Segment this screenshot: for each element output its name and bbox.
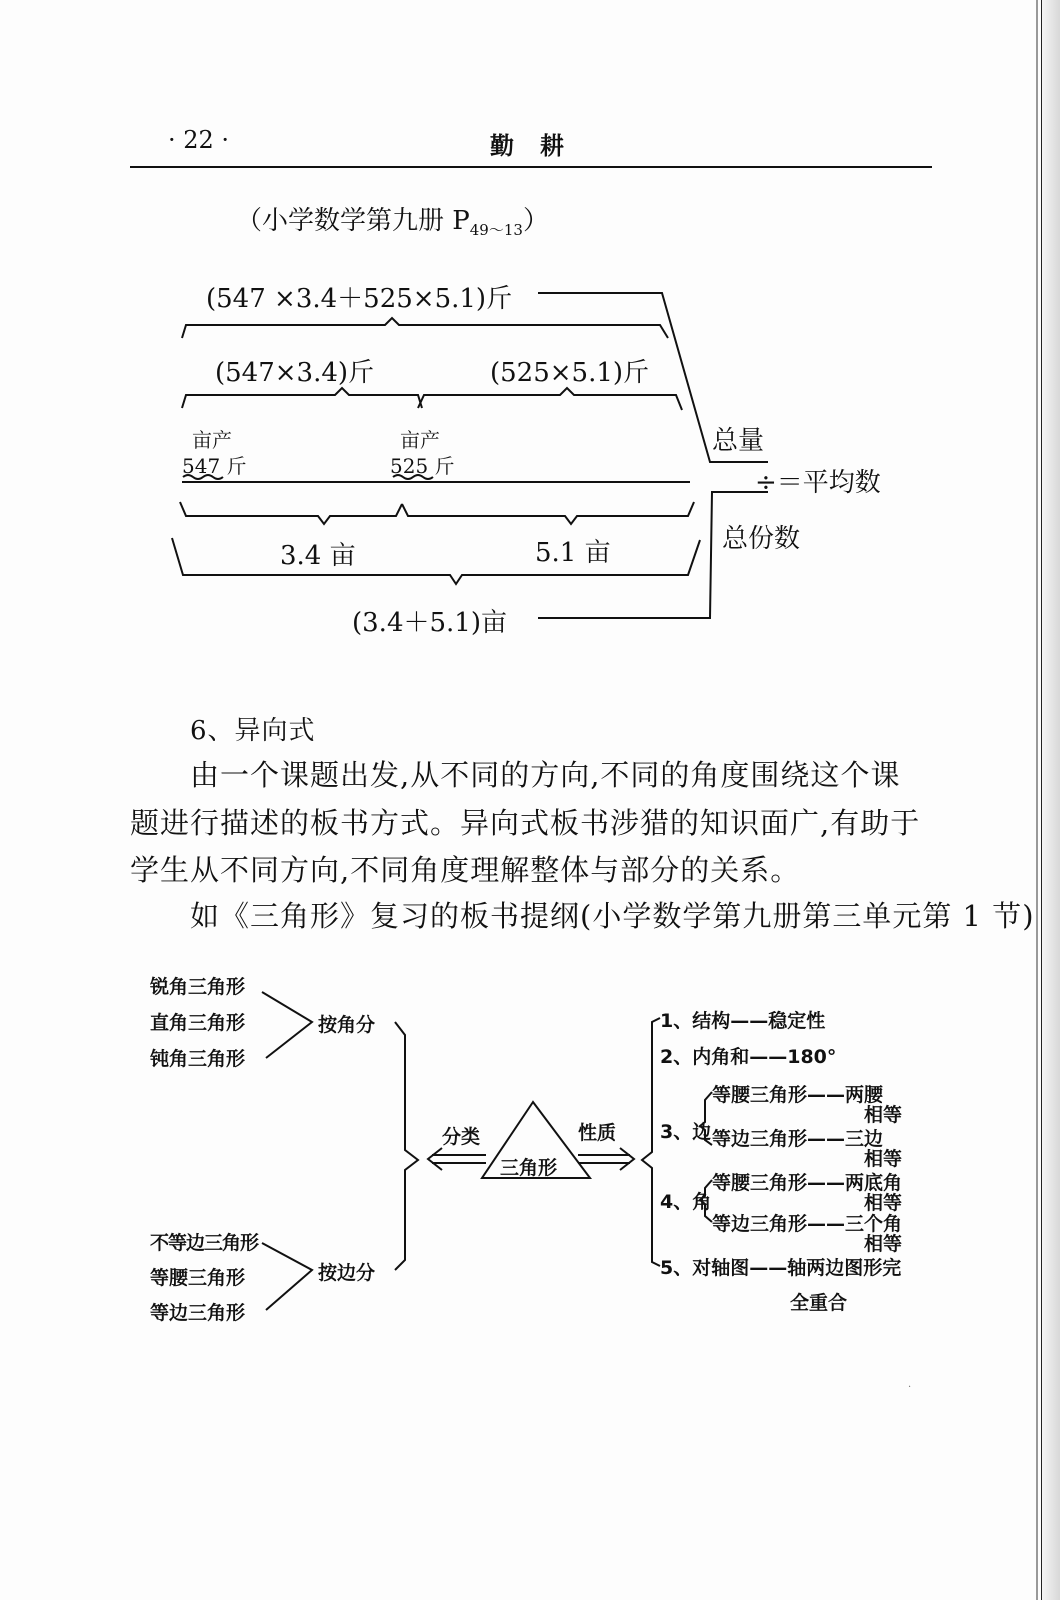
property-4b: 等边三角形——三个角 — [712, 1213, 903, 1235]
property-3: 3、边 — [660, 1121, 712, 1143]
by-angle-item-2: 直角三角形 — [150, 1012, 246, 1034]
triangle-shape — [482, 1102, 590, 1178]
paragraph-line-1: 由一个课题出发,从不同的方向,不同的角度围绕这个课 — [190, 758, 901, 792]
by-side-label: 按边分 — [318, 1262, 376, 1284]
properties-label: 性质 — [578, 1122, 617, 1144]
running-title: 勤耕 — [490, 131, 590, 160]
right-brace — [642, 1018, 660, 1266]
property-4b-cont: 相等 — [864, 1233, 903, 1255]
area-1: 3.4 亩 — [280, 541, 356, 571]
left-brace — [395, 1022, 418, 1270]
yield-value-1: 547 斤 — [182, 454, 247, 478]
triangle-label: 三角形 — [500, 1157, 558, 1179]
total-quantity-label: 总量 — [712, 426, 765, 456]
by-side-item-3: 等边三角形 — [150, 1302, 246, 1324]
by-side-item-1: 不等边三角形 — [150, 1232, 259, 1254]
property-4: 4、角 — [660, 1191, 712, 1213]
part2-expression: (525×5.1)斤 — [490, 358, 650, 388]
paragraph-line-4: 如《三角形》复习的板书提纲(小学数学第九册第三单元第 1 节) — [190, 899, 1035, 933]
page-number: · 22 · — [168, 126, 230, 154]
yield-value-2: 525 斤 — [390, 454, 455, 478]
by-side-item-2: 等腰三角形 — [150, 1267, 246, 1289]
total-parts-label: 总份数 — [722, 524, 801, 554]
scan-speck: · — [908, 1382, 912, 1393]
property-4a-cont: 相等 — [864, 1192, 903, 1214]
property-3b: 等边三角形——三边 — [712, 1128, 884, 1150]
property-3b-cont: 相等 — [864, 1148, 903, 1170]
property-3a: 等腰三角形——两腰 — [712, 1084, 884, 1106]
by-angle-item-1: 锐角三角形 — [150, 976, 246, 998]
total-expression: (547 ×3.4＋525×5.1)斤 — [206, 284, 513, 314]
paragraph-line-3: 学生从不同方向,不同角度理解整体与部分的关系。 — [130, 853, 801, 887]
property-1: 1、结构——稳定性 — [660, 1010, 826, 1032]
area-total: (3.4＋5.1)亩 — [352, 608, 507, 638]
classify-arrow — [428, 1148, 486, 1170]
yield-label-2: 亩产 — [400, 428, 440, 452]
source-note: （小学数学第九册 $P_{49\sim 13}$） — [236, 206, 549, 240]
property-3a-cont: 相等 — [864, 1104, 903, 1126]
average-formula: ÷＝平均数 — [755, 468, 881, 498]
area-2: 5.1 亩 — [535, 538, 611, 568]
side-subbrace — [700, 1092, 712, 1145]
property-2: 2、内角和——180° — [660, 1046, 837, 1068]
part1-expression: (547×3.4)斤 — [215, 358, 375, 388]
classify-label: 分类 — [442, 1126, 481, 1148]
paragraph-line-2: 题进行描述的板书方式。异向式板书涉猎的知识面广,有助于 — [130, 806, 921, 840]
angle-group-lines — [262, 992, 312, 1058]
side-group-lines — [262, 1243, 312, 1310]
property-5: 5、对轴图——轴两边图形完 — [660, 1257, 902, 1279]
by-angle-item-3: 钝角三角形 — [150, 1048, 246, 1070]
properties-arrow — [578, 1148, 634, 1170]
property-5-cont: 全重合 — [790, 1292, 848, 1314]
property-4a: 等腰三角形——两底角 — [712, 1172, 903, 1194]
by-angle-label: 按角分 — [318, 1014, 376, 1036]
yield-label-1: 亩产 — [192, 428, 232, 452]
source-subscript: 49～13 — [469, 221, 523, 240]
section-heading: 6、异向式 — [190, 716, 316, 746]
angle-subbrace — [700, 1180, 712, 1222]
